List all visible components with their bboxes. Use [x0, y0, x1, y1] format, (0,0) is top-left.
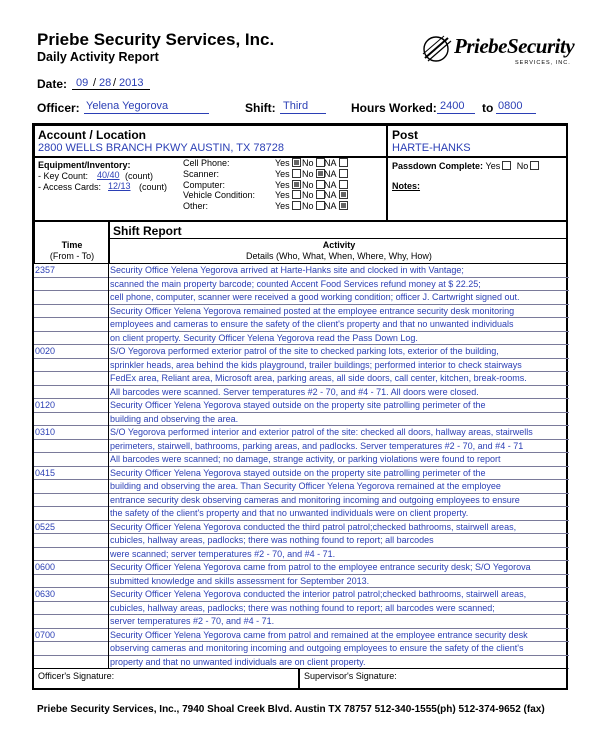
- row-time[interactable]: [34, 507, 108, 521]
- logo-text: PriebeSecurity: [454, 34, 575, 58]
- equipment-option-na: [324, 180, 351, 190]
- option-label: No: [302, 168, 314, 179]
- equipment-item-name: Other:: [183, 201, 209, 212]
- row-time[interactable]: [34, 656, 108, 670]
- row-time[interactable]: [34, 602, 108, 616]
- activity-header-box: [109, 239, 568, 264]
- passdown-box: [387, 157, 568, 221]
- equipment-option-na: [324, 158, 351, 168]
- row-activity[interactable]: sprinkler heads, area behind the kids playground, trailer buildings; performed interior to check stairways: [109, 359, 569, 373]
- option-label: NA: [324, 179, 337, 190]
- equipment-item-name: Vehicle Condition:: [183, 190, 256, 201]
- row-activity[interactable]: on client property. Security Officer Yelena Yegorova read the Pass Down Log.: [109, 332, 569, 346]
- row-activity[interactable]: All barcodes were scanned. Server temperatures #2 - 70, and #4 - 71. All doors were closed.: [109, 386, 569, 400]
- equipment-checkbox-na[interactable]: [339, 158, 348, 167]
- activity-header: Activity: [322, 240, 356, 250]
- equipment-option-yes: [275, 190, 304, 200]
- logo-subtext: SERVICES, INC.: [515, 60, 571, 66]
- equipment-checkbox-yes[interactable]: [292, 158, 301, 167]
- option-label: Yes: [275, 168, 290, 179]
- option-label: Yes: [275, 190, 290, 201]
- equipment-item: [183, 201, 383, 212]
- row-activity[interactable]: Security Officer Yelena Yegorova conducted the third patrol patrol;checked bathrooms, stairwell areas,: [109, 521, 569, 535]
- row-activity[interactable]: entrance security desk observing cameras and monitoring incoming and outgoing employees to ensure: [109, 494, 569, 508]
- row-time[interactable]: [34, 413, 108, 427]
- equipment-option-na: [324, 190, 351, 200]
- option-label: NA: [324, 168, 337, 179]
- option-label: NA: [324, 158, 337, 168]
- row-activity[interactable]: scanned the main property barcode; counted Accent Food Services refund money at $ 22.25;: [109, 278, 569, 292]
- row-activity[interactable]: server temperatures #2 - 70, and #4 - 71.: [109, 615, 569, 629]
- row-activity[interactable]: cubicles, hallway areas, padlocks; there was nothing found to report; all barcodes were scanned;: [109, 602, 569, 616]
- date-label: Date:: [37, 77, 68, 91]
- equipment-option-yes: [275, 201, 304, 211]
- time-header: Time: [61, 240, 83, 250]
- row-activity[interactable]: Security Officer Yelena Yegorova stayed outside on the property site patrolling perimeter of the: [109, 467, 569, 481]
- passdown-no-label: No: [516, 161, 529, 171]
- row-activity[interactable]: property and that no unwanted individuals are on client property.: [109, 656, 569, 670]
- hours-worked-label: Hours Worked:: [351, 101, 437, 115]
- row-activity[interactable]: perimeters, stairwell, bathrooms, parking areas, and padlocks. Server temperatures #2 - 70, and #4 - 71: [109, 440, 569, 454]
- row-time[interactable]: [34, 480, 108, 494]
- hours-to-value[interactable]: 0800: [498, 100, 523, 112]
- option-label: NA: [324, 190, 337, 201]
- account-location-box: [34, 125, 387, 157]
- option-label: No: [302, 201, 314, 212]
- supervisor-signature-box[interactable]: [299, 668, 568, 690]
- shift-report-title-box: [109, 221, 568, 239]
- shift-report-rows: [34, 264, 568, 669]
- footer-contact: Priebe Security Services, Inc., 7940 Shoal Creek Blvd. Austin TX 78757 512-340-1555(ph) 512-374-9652 (fax): [37, 704, 545, 715]
- row-time[interactable]: [34, 494, 108, 508]
- date-year[interactable]: 2013: [119, 77, 144, 89]
- row-time[interactable]: [34, 386, 108, 400]
- post-label: Post: [392, 128, 419, 142]
- passdown-yes-checkbox[interactable]: [502, 161, 511, 170]
- row-activity[interactable]: observing cameras and monitoring incoming and outgoing employees to ensure the safety of the client's: [109, 642, 569, 656]
- equipment-option-na: [324, 201, 351, 211]
- passdown-no-checkbox[interactable]: [530, 161, 539, 170]
- row-activity[interactable]: cubicles, hallway areas, padlocks; there was nothing found to report; all barcodes: [109, 534, 569, 548]
- time-subheader: (From - To): [49, 251, 95, 261]
- post-box: [387, 125, 568, 157]
- equipment-option-yes: [275, 158, 304, 168]
- row-activity[interactable]: S/O Yegorova performed exterior patrol of the site to checked parking lots, exterior of the building,: [109, 345, 569, 359]
- option-label: No: [302, 179, 314, 190]
- row-time[interactable]: [34, 372, 108, 386]
- shift-value[interactable]: Third: [283, 100, 309, 112]
- officer-signature-label: Officer's Signature:: [38, 671, 115, 681]
- equipment-checkbox-na[interactable]: [339, 169, 348, 178]
- account-location-label: Account / Location: [38, 128, 146, 142]
- key-count-label: - Key Count:: [38, 171, 89, 181]
- option-label: No: [302, 158, 314, 168]
- row-time[interactable]: [34, 278, 108, 292]
- row-activity[interactable]: S/O Yegorova performed interior and exterior patrol of the site: checked all doors, hallway areas, stairwells: [109, 426, 569, 440]
- row-time[interactable]: [34, 548, 108, 562]
- row-time[interactable]: 2357: [34, 264, 108, 278]
- report-subtitle: Daily Activity Report: [37, 50, 159, 64]
- row-time[interactable]: [34, 359, 108, 373]
- row-activity[interactable]: FedEx area, Reliant area, Microsoft area, parking areas, all side doors, call center, kitchen, break-rooms.: [109, 372, 569, 386]
- row-activity[interactable]: Security Officer Yelena Yegorova came from patrol to the employee entrance security desk; S/O Yegorova: [109, 561, 569, 575]
- row-time[interactable]: 0310: [34, 426, 108, 440]
- row-activity[interactable]: building and observing the area.: [109, 413, 569, 427]
- equipment-option-na: [324, 169, 351, 179]
- row-time[interactable]: 0630: [34, 588, 108, 602]
- row-time[interactable]: 0120: [34, 399, 108, 413]
- key-count-value[interactable]: 40/40: [97, 170, 120, 180]
- hours-to-label: to: [482, 101, 494, 115]
- shift-report-title: Shift Report: [113, 224, 182, 238]
- date-month[interactable]: 09: [76, 77, 89, 89]
- row-activity[interactable]: Security Officer Yelena Yegorova conducted the interior patrol patrol;checked bathrooms, stairwell areas,: [109, 588, 569, 602]
- row-time[interactable]: [34, 642, 108, 656]
- passdown-label: Passdown Complete:: [392, 161, 484, 171]
- row-time[interactable]: [34, 575, 108, 589]
- row-time[interactable]: [34, 305, 108, 319]
- access-cards-value[interactable]: 12/13: [108, 181, 131, 191]
- officer-signature-box[interactable]: [34, 668, 299, 690]
- passdown-row: [392, 161, 542, 171]
- company-title: Priebe Security Services, Inc.: [37, 30, 275, 49]
- row-activity[interactable]: Security Officer Yelena Yegorova came from patrol and remained at the employee entrance security desk: [109, 629, 569, 643]
- row-time[interactable]: [34, 453, 108, 467]
- row-activity[interactable]: the safety of the client's property and that no unwanted individuals were on client property.: [109, 507, 569, 521]
- row-activity[interactable]: employees and cameras to ensure the safety of the client's property and that no unwanted individuals: [109, 318, 569, 332]
- hours-from-value[interactable]: 2400: [440, 100, 465, 112]
- equipment-item: [183, 180, 383, 191]
- supervisor-signature-label: Supervisor's Signature:: [304, 671, 397, 681]
- option-label: Yes: [275, 158, 290, 168]
- equipment-item: [183, 169, 383, 180]
- date-day[interactable]: 28: [99, 77, 112, 89]
- notes-label: Notes:: [392, 181, 421, 191]
- equipment-item: [183, 190, 383, 201]
- row-time[interactable]: 0600: [34, 561, 108, 575]
- access-cards-label: - Access Cards:: [38, 182, 102, 192]
- row-activity[interactable]: Security Officer Yelena Yegorova stayed outside on the property site patrolling perimeter of the: [109, 399, 569, 413]
- passdown-yes-label: Yes: [485, 161, 501, 171]
- equipment-option-yes: [275, 169, 304, 179]
- row-time[interactable]: [34, 291, 108, 305]
- row-time[interactable]: 0700: [34, 629, 108, 643]
- account-location-value[interactable]: 2800 WELLS BRANCH PKWY AUSTIN, TX 78728: [38, 142, 284, 154]
- option-label: Yes: [275, 201, 290, 212]
- date-underline: [72, 89, 150, 90]
- equipment-checkbox-na[interactable]: [339, 190, 348, 199]
- equipment-checkbox-yes[interactable]: [292, 169, 301, 178]
- row-activity[interactable]: cell phone, computer, scanner were received a good working condition; officer J. Cartwright signed out.: [109, 291, 569, 305]
- activity-subheader: Details (Who, What, When, Where, Why, How): [246, 251, 432, 261]
- equipment-item-name: Computer:: [183, 179, 226, 190]
- row-time[interactable]: [34, 440, 108, 454]
- row-activity[interactable]: Security Officer Yelena Yegorova remained posted at the employee entrance security desk monitoring: [109, 305, 569, 319]
- equipment-checkbox-yes[interactable]: [292, 180, 301, 189]
- officer-value[interactable]: Yelena Yegorova: [86, 100, 169, 112]
- row-time[interactable]: 0415: [34, 467, 108, 481]
- shift-label: Shift:: [245, 101, 276, 115]
- row-time[interactable]: [34, 332, 108, 346]
- equipment-checkbox-yes[interactable]: [292, 190, 301, 199]
- row-activity[interactable]: were scanned; server temperatures #2 - 70, and #4 - 71.: [109, 548, 569, 562]
- equipment-option-yes: [275, 180, 304, 190]
- option-label: No: [302, 190, 314, 201]
- option-label: Yes: [275, 179, 290, 190]
- time-header-box: [34, 239, 109, 264]
- officer-label: Officer:: [37, 101, 80, 115]
- equipment-item-name: Cell Phone:: [183, 158, 230, 168]
- company-logo: [420, 32, 575, 72]
- row-activity[interactable]: All barcodes were scanned; no damage, strange activity, or parking violations were found to report: [109, 453, 569, 467]
- equipment-box: [34, 157, 387, 221]
- row-time[interactable]: [34, 534, 108, 548]
- option-label: NA: [324, 201, 337, 212]
- row-activity[interactable]: Security Office Yelena Yegorova arrived at Harte-Hanks site and clocked in with Vantage;: [109, 264, 569, 278]
- row-time[interactable]: [34, 615, 108, 629]
- row-activity[interactable]: building and observing the area. Than Security Officer Yelena Yegorova remained at the employee: [109, 480, 569, 494]
- post-value[interactable]: HARTE-HANKS: [392, 142, 471, 154]
- activity-report-form: [32, 123, 568, 690]
- row-activity[interactable]: submitted knowledge and skills assessment for September 2013.: [109, 575, 569, 589]
- equipment-checkbox-na[interactable]: [339, 180, 348, 189]
- row-time[interactable]: 0525: [34, 521, 108, 535]
- row-time[interactable]: 0020: [34, 345, 108, 359]
- equipment-checkbox-yes[interactable]: [292, 201, 301, 210]
- equipment-checkbox-na[interactable]: [339, 201, 348, 210]
- access-cards-unit: (count): [139, 182, 168, 192]
- equipment-item-name: Scanner:: [183, 168, 220, 179]
- key-count-unit: (count): [125, 171, 154, 181]
- logo-swoosh-icon: [420, 32, 454, 66]
- equipment-title: Equipment/Inventory:: [38, 160, 131, 170]
- row-time[interactable]: [34, 318, 108, 332]
- equipment-item: [183, 158, 383, 169]
